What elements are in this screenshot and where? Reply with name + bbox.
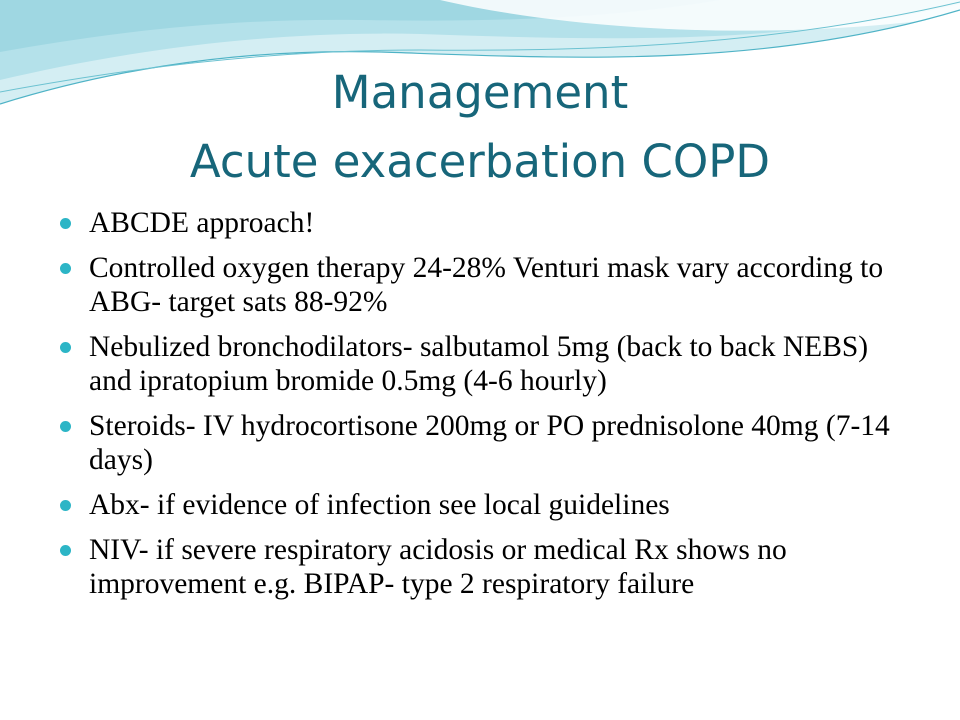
title-line-2: Acute exacerbation COPD [189, 135, 771, 188]
bullet-list [60, 206, 900, 612]
bullet-dot-icon [60, 342, 71, 353]
bullet-dot-icon [60, 545, 71, 556]
title-line-1: Management [331, 66, 629, 119]
bullet-dot-icon [60, 500, 71, 511]
bullet-item [60, 533, 900, 601]
bullet-text: ABCDE approach! [89, 207, 315, 239]
bullet-dot-icon [60, 218, 71, 229]
bullet-item [60, 330, 900, 398]
bullet-item [60, 409, 900, 477]
bullet-item [60, 206, 900, 240]
bullet-item [60, 488, 900, 522]
bullet-text: Abx- if evidence of infection see local guidelines [89, 489, 670, 521]
bullet-dot-icon [60, 421, 71, 432]
bullet-text: Steroids- IV hydrocortisone 200mg or PO prednisolone 40mg (7-14 days) [89, 410, 890, 476]
bullet-text: Controlled oxygen therapy 24-28% Venturi mask vary according to ABG- target sats 88-92% [89, 252, 884, 318]
slide-title [40, 58, 920, 196]
bullet-dot-icon [60, 263, 71, 274]
bullet-text: NIV- if severe respiratory acidosis or medical Rx shows no improvement e.g. BIPAP- type 2 respiratory failure [89, 534, 787, 600]
bullet-item [60, 251, 900, 319]
bullet-text: Nebulized bronchodilators- salbutamol 5mg (back to back NEBS) and ipratopium bromide 0.5mg (4-6 hourly) [89, 331, 869, 397]
